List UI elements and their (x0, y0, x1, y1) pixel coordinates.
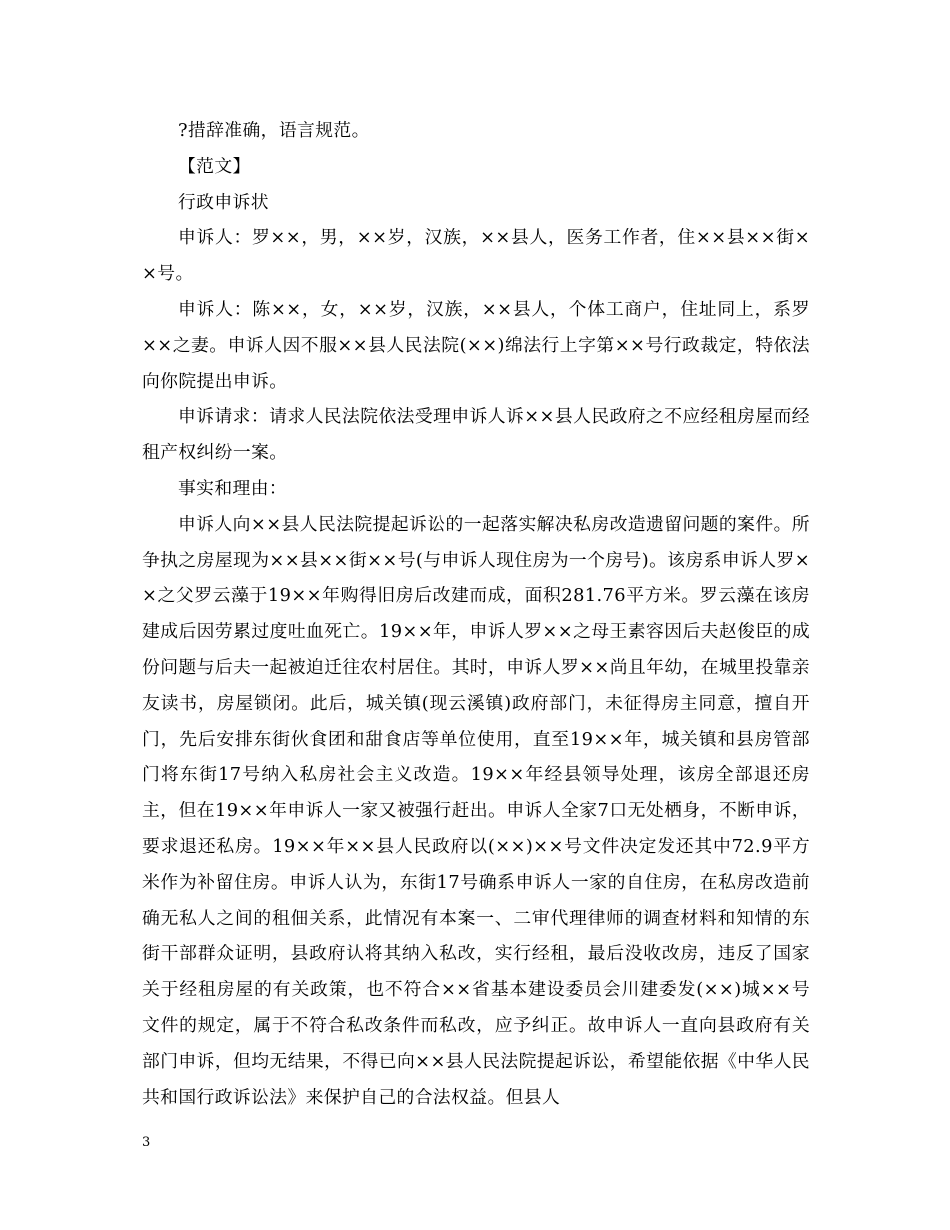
paragraph-appeal-request: 申诉请求：请求人民法院依法受理申诉人诉××县人民政府之不应经租房屋而经租产权纠纷一案。 (142, 406, 810, 464)
paragraph-document-title: 行政申诉状 (178, 191, 269, 213)
paragraph-appellant-2: 申诉人：陈××，女，××岁，汉族，××县人，个体工商户，住址同上，系罗××之妻。申诉人因不服××县人民法院(××)绵法行上字第××号行政裁定，特依法向你院提出申诉。 (142, 298, 810, 392)
paragraph-sample-heading: 【范文】 (178, 155, 251, 177)
page-number: 3 (142, 1135, 151, 1150)
document-body (142, 113, 810, 1115)
paragraph-appellant-1: 申诉人：罗××，男，××岁，汉族，××县人，医务工作者，住××县××街××号。 (142, 227, 810, 285)
paragraph-facts-body: 申诉人向××县人民法院提起诉讼的一起落实解决私房改造遗留问题的案件。所争执之房屋现为××县××街××号(与申诉人现住房为一个房号)。该房系申诉人罗××之父罗云藻于19××年购得旧房后改建而成，面积281.76平方米。罗云藻在该房建成后因劳累过度吐血死亡。19××年，申诉人罗××之母王素容因后夫赵俊臣的成份问题与后夫一起被迫迁往农村居住。其时，申诉人罗××尚且年幼，在城里投靠亲友读书，房屋锁闭。此后，城关镇(现云溪镇)政府部门，未征得房主同意，擅自开门，先后安排东街伙食团和甜食店等单位使用，直至19××年，城关镇和县房管部门将东街17号纳入私房社会主义改造。19××年经县领导处理，该房全部退还房主，但在19××年申诉人一家又被强行赶出。申诉人全家7口无处栖身，不断申诉，要求退还私房。19××年××县人民政府以(××)××号文件决定发还其中72.9平方米作为补留住房。申诉人认为，东街17号确系申诉人一家的自住房，在私房改造前确无私人之间的租佃关系，此情况有本案一、二审代理律师的调查材料和知情的东街干部群众证明，县政府认将其纳入私改，实行经租，最后没收改房，违反了国家关于经租房屋的有关政策，也不符合××省基本建设委员会川建委发(××)城××号文件的规定，属于不符合私改条件而私改，应予纠正。故申诉人一直向县政府有关部门申诉，但均无结果，不得已向××县人民法院提起诉讼，希望能依据《中华人民共和国行政诉讼法》来保护自己的合法权益。但县人 (142, 513, 810, 1108)
paragraph-intro-line: ?措辞准确，语言规范。 (178, 120, 370, 141)
paragraph-facts-heading: 事实和理由： (178, 477, 288, 499)
